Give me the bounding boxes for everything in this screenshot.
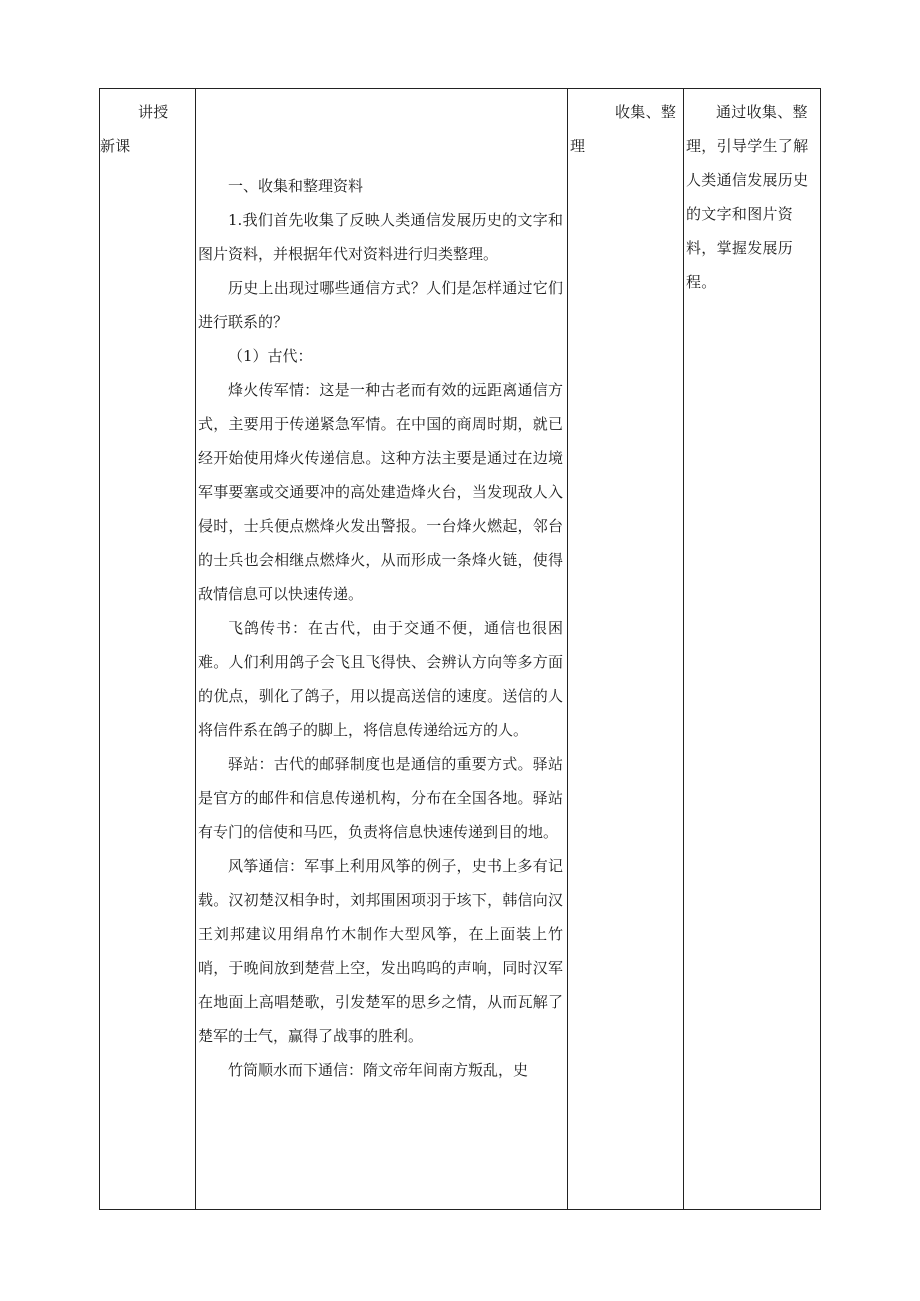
content-body <box>198 169 563 1087</box>
content-paragraph: 烽火传军情：这是一种古老而有效的远距离通信方式，主要用于传递紧急军情。在中国的商周时期，就已经开始使用烽火传递信息。这种方法主要是通过在边境军事要塞或交通要冲的高处建造烽火台，当发现敌人入侵时，士兵便点燃烽火发出警报。一台烽火燃起，邻台的士兵也会相继点燃烽火，从而形成一条烽火链，使得敌情信息可以快速传递。 <box>198 381 563 603</box>
lesson-plan-table <box>99 88 821 1210</box>
content-paragraph: 竹筒顺水而下通信：隋文帝年间南方叛乱，史 <box>228 1061 529 1079</box>
stage-label-line2: 新课 <box>100 137 131 155</box>
activity-text: 收集、整理 <box>570 103 677 155</box>
stage-cell <box>100 89 195 1209</box>
activity-cell <box>568 89 683 1209</box>
content-paragraph: 驿站：古代的邮驿制度也是通信的重要方式。驿站是官方的邮件和信息传递机构，分布在全国各地。驿站有专门的信使和马匹，负责将信息快速传递到目的地。 <box>198 755 563 841</box>
content-cell <box>196 89 567 1209</box>
content-paragraph: 一、收集和整理资料 <box>228 177 364 195</box>
content-paragraph: 风筝通信：军事上利用风筝的例子，史书上多有记载。汉初楚汉相争时，刘邦围困项羽于垓下，韩信向汉王刘邦建议用绢帛竹木制作大型风筝，在上面装上竹哨，于晚间放到楚营上空，发出呜呜的声响，同时汉军在地面上高唱楚歌，引发楚军的思乡之情，从而瓦解了楚军的士气，赢得了战事的胜利。 <box>198 857 563 1045</box>
content-paragraph: （1）古代： <box>228 347 313 365</box>
stage-label-line1: 讲授 <box>138 103 169 121</box>
purpose-cell <box>684 89 821 1209</box>
content-paragraph: 飞鸽传书：在古代，由于交通不便，通信也很困难。人们利用鸽子会飞且飞得快、会辨认方向等多方面的优点，驯化了鸽子，用以提高送信的速度。送信的人将信件系在鸽子的脚上，将信息传递给远方的人。 <box>198 619 563 739</box>
content-paragraph: 历史上出现过哪些通信方式？人们是怎样通过它们进行联系的？ <box>198 279 563 331</box>
purpose-text: 通过收集、整理，引导学生了解人类通信发展历史的文字和图片资料，掌握发展历程。 <box>686 103 809 291</box>
content-paragraph: 1.我们首先收集了反映人类通信发展历史的文字和图片资料，并根据年代对资料进行归类整理。 <box>198 211 563 263</box>
